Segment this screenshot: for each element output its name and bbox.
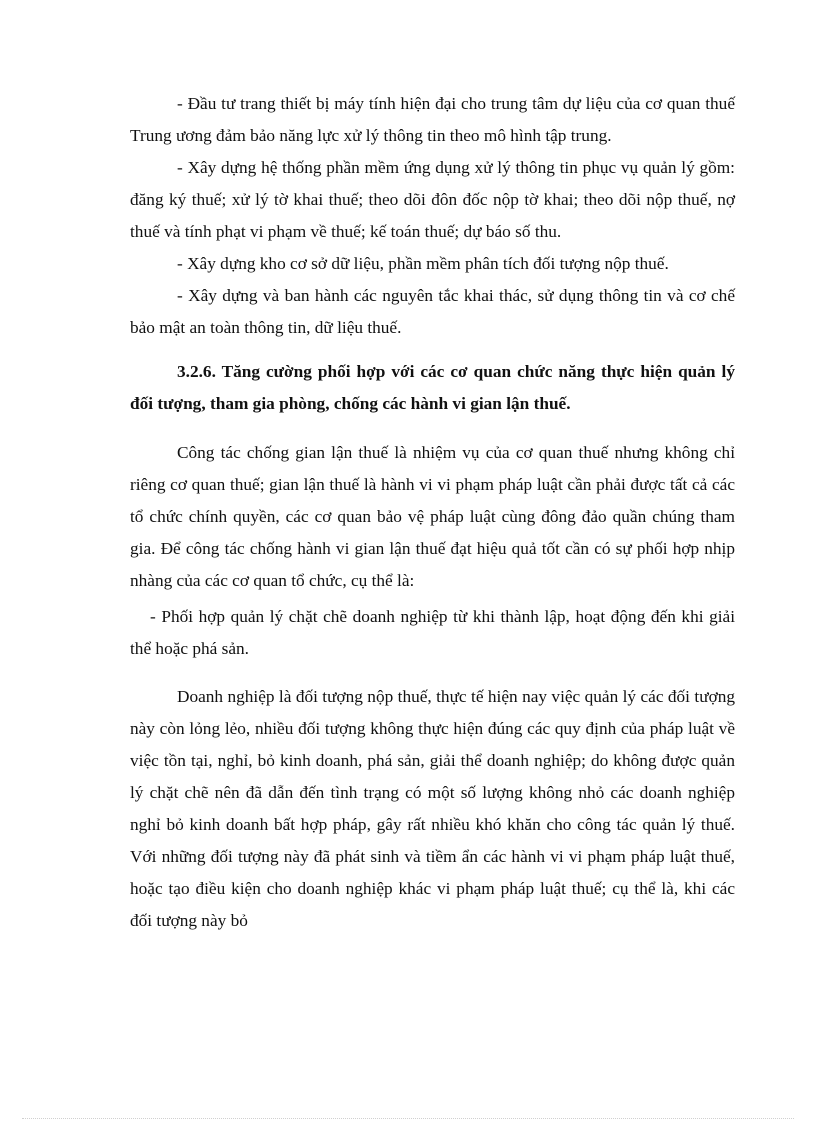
- paragraph-enterprise-coordination: - Phối hợp quản lý chặt chẽ doanh nghiệp từ khi thành lập, hoạt động đến khi giải thể hoặc phá sản.: [130, 607, 735, 659]
- paragraph-database: - Xây dựng kho cơ sở dữ liệu, phần mềm phân tích đối tượng nộp thuế.: [177, 254, 669, 273]
- page-bottom-divider: [22, 1118, 794, 1119]
- document-page: [130, 88, 735, 937]
- paragraph-data-center-investment: - Đầu tư trang thiết bị máy tính hiện đại cho trung tâm dự liệu của cơ quan thuế Trung ương đảm bảo năng lực xử lý thông tin theo mô hình tập trung.: [130, 94, 735, 145]
- paragraph-anti-fraud: Công tác chống gian lận thuế là nhiệm vụ của cơ quan thuế nhưng không chỉ riêng cơ quan thuế; gian lận thuế là hành vi vi phạm pháp luật cần phải được tất cả các tổ chức chính quyền, các cơ quan bảo vệ pháp luật cùng đông đảo quần chúng tham gia. Để công tác chống hành vi gian lận thuế đạt hiệu quả tốt cần có sự phối hợp nhịp nhàng của các cơ quan tổ chức, cụ thể là:: [130, 443, 735, 591]
- paragraph-software-system: - Xây dựng hệ thống phần mềm ứng dụng xử lý thông tin phục vụ quản lý gồm: đăng ký thuế; xử lý tờ khai thuế; theo dõi đôn đốc nộp tờ khai; theo dõi nộp thuế, nợ thuế và tính phạt vi phạm về thuế; kế toán thuế; dự báo số thu.: [130, 158, 735, 241]
- section-heading: 3.2.6. Tăng cường phối hợp với các cơ quan chức năng thực hiện quản lý đối tượng, tham gia phòng, chống các hành vi gian lận thuế.: [130, 362, 735, 413]
- paragraph-enterprise-management: Doanh nghiệp là đối tượng nộp thuế, thực tế hiện nay việc quản lý các đối tượng này còn lỏng lẻo, nhiều đối tượng không thực hiện đúng các quy định của pháp luật về việc tồn tại, nghỉ, bỏ kinh doanh, phá sản, giải thể doanh nghiệp; do không được quản lý chặt chẽ nên đã dẫn đến tình trạng có một số lượng không nhỏ các doanh nghiệp nghỉ bỏ kinh doanh bất hợp pháp, gây rất nhiều khó khăn cho công tác quản lý thuế. Với những đối tượng này đã phát sinh và tiềm ẩn các hành vi vi phạm pháp luật thuế, hoặc tạo điều kiện cho doanh nghiệp khác vi phạm pháp luật thuế; cụ thể là, khi các đối tượng này bỏ: [130, 687, 735, 931]
- paragraph-security-principles: - Xây dựng và ban hành các nguyên tắc khai thác, sử dụng thông tin và cơ chế bảo mật an toàn thông tin, dữ liệu thuế.: [130, 286, 735, 337]
